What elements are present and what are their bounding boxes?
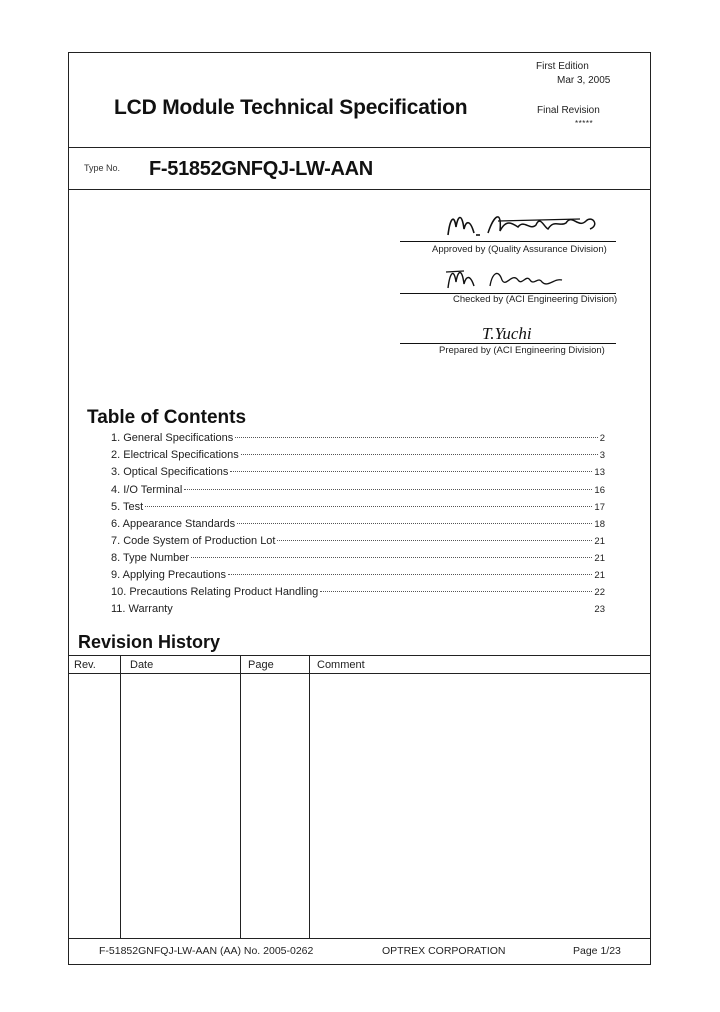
revision-history-heading: Revision History <box>78 632 221 652</box>
toc-item-label: 4. I/O Terminal <box>111 484 183 496</box>
toc-item[interactable] <box>111 569 605 583</box>
toc-item-label: 1. General Specifications <box>111 432 234 444</box>
toc-item-page: 21 <box>594 570 605 581</box>
toc-leader <box>175 608 593 609</box>
toc-item-label: 7. Code System of Production Lot <box>111 535 276 547</box>
toc-leader <box>237 523 592 524</box>
revision-table-header-divider <box>68 673 651 674</box>
toc-leader <box>191 557 592 558</box>
approver-signature-image <box>440 205 610 241</box>
toc-item[interactable] <box>111 432 605 446</box>
footer-page: Page 1/23 <box>573 945 621 957</box>
type-divider <box>68 189 651 190</box>
toc-leader <box>235 437 597 438</box>
toc-leader <box>241 454 598 455</box>
toc-heading: Table of Contents <box>87 407 247 428</box>
revision-col-rev: Rev. <box>74 659 96 671</box>
revision-label: Final Revision <box>537 105 600 116</box>
toc-item-page: 16 <box>594 485 605 496</box>
checked-by-caption: Checked by (ACI Engineering Division) <box>453 294 618 305</box>
revision-value: ***** <box>575 119 594 128</box>
revision-col-divider <box>309 655 310 938</box>
toc-item-label: 5. Test <box>111 501 144 513</box>
toc-item[interactable] <box>111 466 605 480</box>
toc-leader <box>228 574 592 575</box>
toc-leader <box>184 489 592 490</box>
toc-item-label: 11. Warranty <box>111 603 173 615</box>
toc-item[interactable] <box>111 603 605 617</box>
toc-item[interactable] <box>111 518 605 532</box>
revision-col-page: Page <box>248 659 274 671</box>
type-label: Type No. <box>84 163 121 173</box>
toc-item-page: 2 <box>599 433 605 444</box>
approved-signature-line <box>400 241 616 242</box>
edition-date: Mar 3, 2005 <box>557 75 611 86</box>
toc-item[interactable] <box>111 484 605 498</box>
toc-item-page: 22 <box>594 587 605 598</box>
footer-doc-number: F-51852GNFQJ-LW-AAN (AA) No. 2005-0262 <box>99 945 314 957</box>
toc-item[interactable] <box>111 586 605 600</box>
toc-item-page: 17 <box>594 502 605 513</box>
toc-item-page: 3 <box>599 450 605 461</box>
toc-item[interactable] <box>111 552 605 566</box>
toc-item[interactable] <box>111 449 605 463</box>
toc-item[interactable] <box>111 501 605 515</box>
toc-item-label: 10. Precautions Relating Product Handling <box>111 586 319 598</box>
prepared-by-caption: Prepared by (ACI Engineering Division) <box>439 345 605 356</box>
document-title: LCD Module Technical Specification <box>114 96 468 119</box>
toc-item-page: 21 <box>594 553 605 564</box>
toc-leader <box>277 540 592 541</box>
toc-item-label: 2. Electrical Specifications <box>111 449 239 461</box>
revision-col-divider <box>240 655 241 938</box>
prepared-signature-line <box>400 343 616 344</box>
toc-item-page: 23 <box>594 604 605 615</box>
revision-col-date: Date <box>130 659 154 671</box>
toc-item-label: 9. Applying Precautions <box>111 569 226 581</box>
revision-table-top <box>68 655 651 656</box>
revision-col-comment: Comment <box>317 659 365 671</box>
toc-item-label: 8. Type Number <box>111 552 190 564</box>
footer-company: OPTREX CORPORATION <box>382 945 506 957</box>
toc-item-page: 18 <box>594 519 605 530</box>
header-divider <box>68 147 651 148</box>
edition-label: First Edition <box>536 61 589 72</box>
type-number: F-51852GNFQJ-LW-AAN <box>149 158 373 180</box>
footer-divider <box>68 938 651 939</box>
revision-col-divider <box>120 655 121 938</box>
toc-leader <box>230 471 592 472</box>
toc-item-label: 3. Optical Specifications <box>111 466 229 478</box>
toc-item[interactable] <box>111 535 605 549</box>
approved-by-caption: Approved by (Quality Assurance Division) <box>432 244 607 255</box>
preparer-name: T.Yuchi <box>482 324 532 343</box>
toc-item-page: 21 <box>594 536 605 547</box>
toc-item-label: 6. Appearance Standards <box>111 518 236 530</box>
checker-signature-image <box>442 262 572 292</box>
toc-leader <box>145 506 592 507</box>
toc-item-page: 13 <box>594 467 605 478</box>
toc-leader <box>320 591 592 592</box>
